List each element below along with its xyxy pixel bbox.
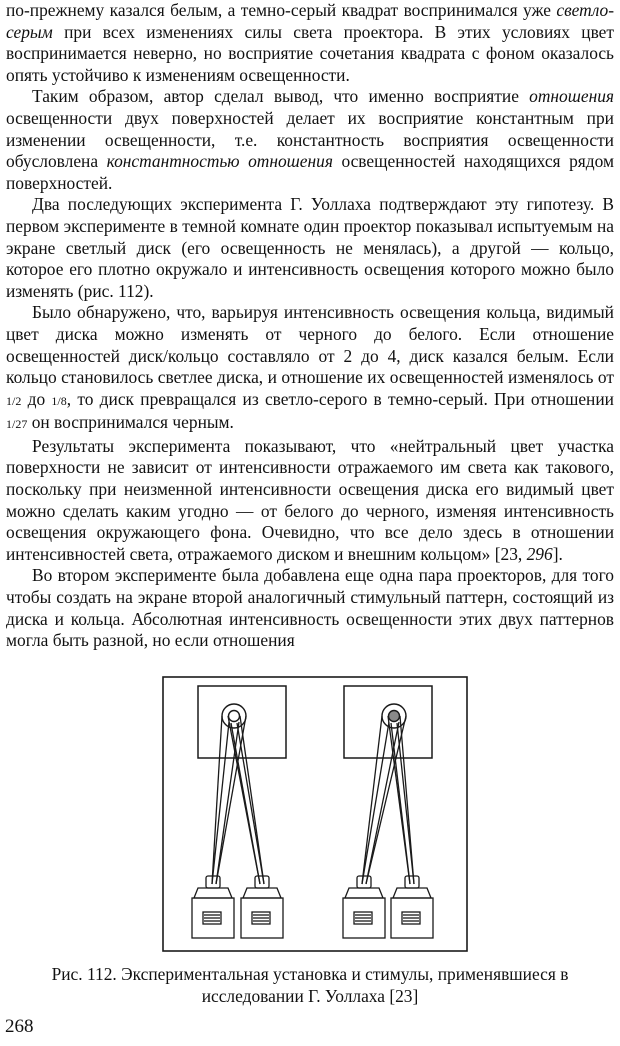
text-run: по-прежнему казался белым, а темно-серый квадрат воспринимался уже	[6, 0, 557, 20]
text-run: освещенностей находящихся рядом поверхностей.	[6, 151, 615, 193]
text-run: при всех изменениях силы света проектора. В этих условиях цвет воспринимается неверно, но восприятие сочетания квадрата с фоном оказалось опять устойчиво к изменениям освещенности.	[6, 21, 614, 85]
paragraph-p3	[6, 194, 614, 302]
left-projector-b	[241, 876, 283, 938]
figure-frame	[163, 677, 467, 951]
text-run: Два последующих эксперимента Г. Уоллаха подтверждают эту гипотезу. В первом эксперименте в темной комнате один проектор показывал испытуемым на экране светлый диск (его освещенность не менялась), а другой — кольцо, которое его плотно окружало и интенсивность освещения которого можно было изменять (рис. 112).	[6, 194, 614, 301]
right-setup	[343, 686, 433, 938]
italic-term: константностью отношения	[106, 151, 333, 172]
text-run: ].	[552, 543, 563, 564]
paragraph-p6	[6, 565, 614, 651]
page-number: 268	[5, 1016, 34, 1037]
paragraph-p1	[6, 0, 614, 86]
left-setup	[192, 686, 286, 938]
paragraph-p5	[6, 436, 614, 566]
text-run: Было обнаружено, что, варьируя интенсивность освещения кольца, видимый цвет диска можно изменять от черного до белого. Если отношение освещенностей диск/кольцо составляло от 2 до 4, диск казался белым. Если кольцо становилось светлее диска, и отношение их освещенностей изменялось от	[6, 302, 614, 388]
text-run: освещенности двух поверхностей делает их восприятие константным при изменении освещенности, т.е. константность восприятия освещенности обусловлена	[6, 107, 614, 172]
fraction: 1/8	[51, 393, 67, 408]
left-screen	[198, 686, 286, 758]
paragraph-p2	[6, 86, 614, 194]
figure-caption: Рис. 112. Экспериментальная установка и стимулы, применявшиеся в исследовании Г. Уоллаха [23]	[51, 964, 569, 1006]
fraction: 1/27	[6, 417, 28, 432]
figure-112-illustration	[162, 676, 468, 952]
text-run: он воспринимался черным.	[27, 412, 234, 433]
italic-term: отношения	[529, 86, 614, 107]
left-disk	[229, 711, 240, 722]
body-text	[6, 0, 614, 652]
paragraph-p4	[6, 302, 614, 436]
text-run: Результаты эксперимента показывают, что «нейтральный цвет участка поверхности не зависит от интенсивности отражаемого им света как такового, поскольку при неизменной интенсивности освещения диска его видимый цвет можно сделать каким угодно — от белого до черного, изменяя интенсивность освещения окружающего фона. Очевидно, что все дело здесь в отношении интенсивностей света, отражаемого диском и внешним кольцом» [23,	[6, 435, 614, 564]
text-run: , то диск превращался из светло-серого в темно-серый. При отношении	[66, 388, 614, 409]
text-run: Таким образом, автор сделал вывод, что именно восприятие	[32, 86, 530, 107]
left-projector-a	[192, 876, 234, 938]
italic-term: 296	[526, 543, 553, 564]
right-projector-b	[391, 876, 433, 938]
text-run: Во втором эксперименте была добавлена еще одна пара проекторов, для того чтобы создать на экране второй аналогичный стимульный паттерн, состоящий из диска и кольца. Абсолютная интенсивность освещенности этих двух паттернов могла быть разной, но если отношения	[6, 565, 614, 651]
text-run: до	[21, 388, 52, 409]
fraction: 1/2	[6, 393, 22, 408]
italic-term: светло-серым	[6, 0, 614, 42]
right-projector-a	[343, 876, 385, 938]
right-screen	[344, 686, 432, 758]
right-disk	[389, 711, 400, 722]
